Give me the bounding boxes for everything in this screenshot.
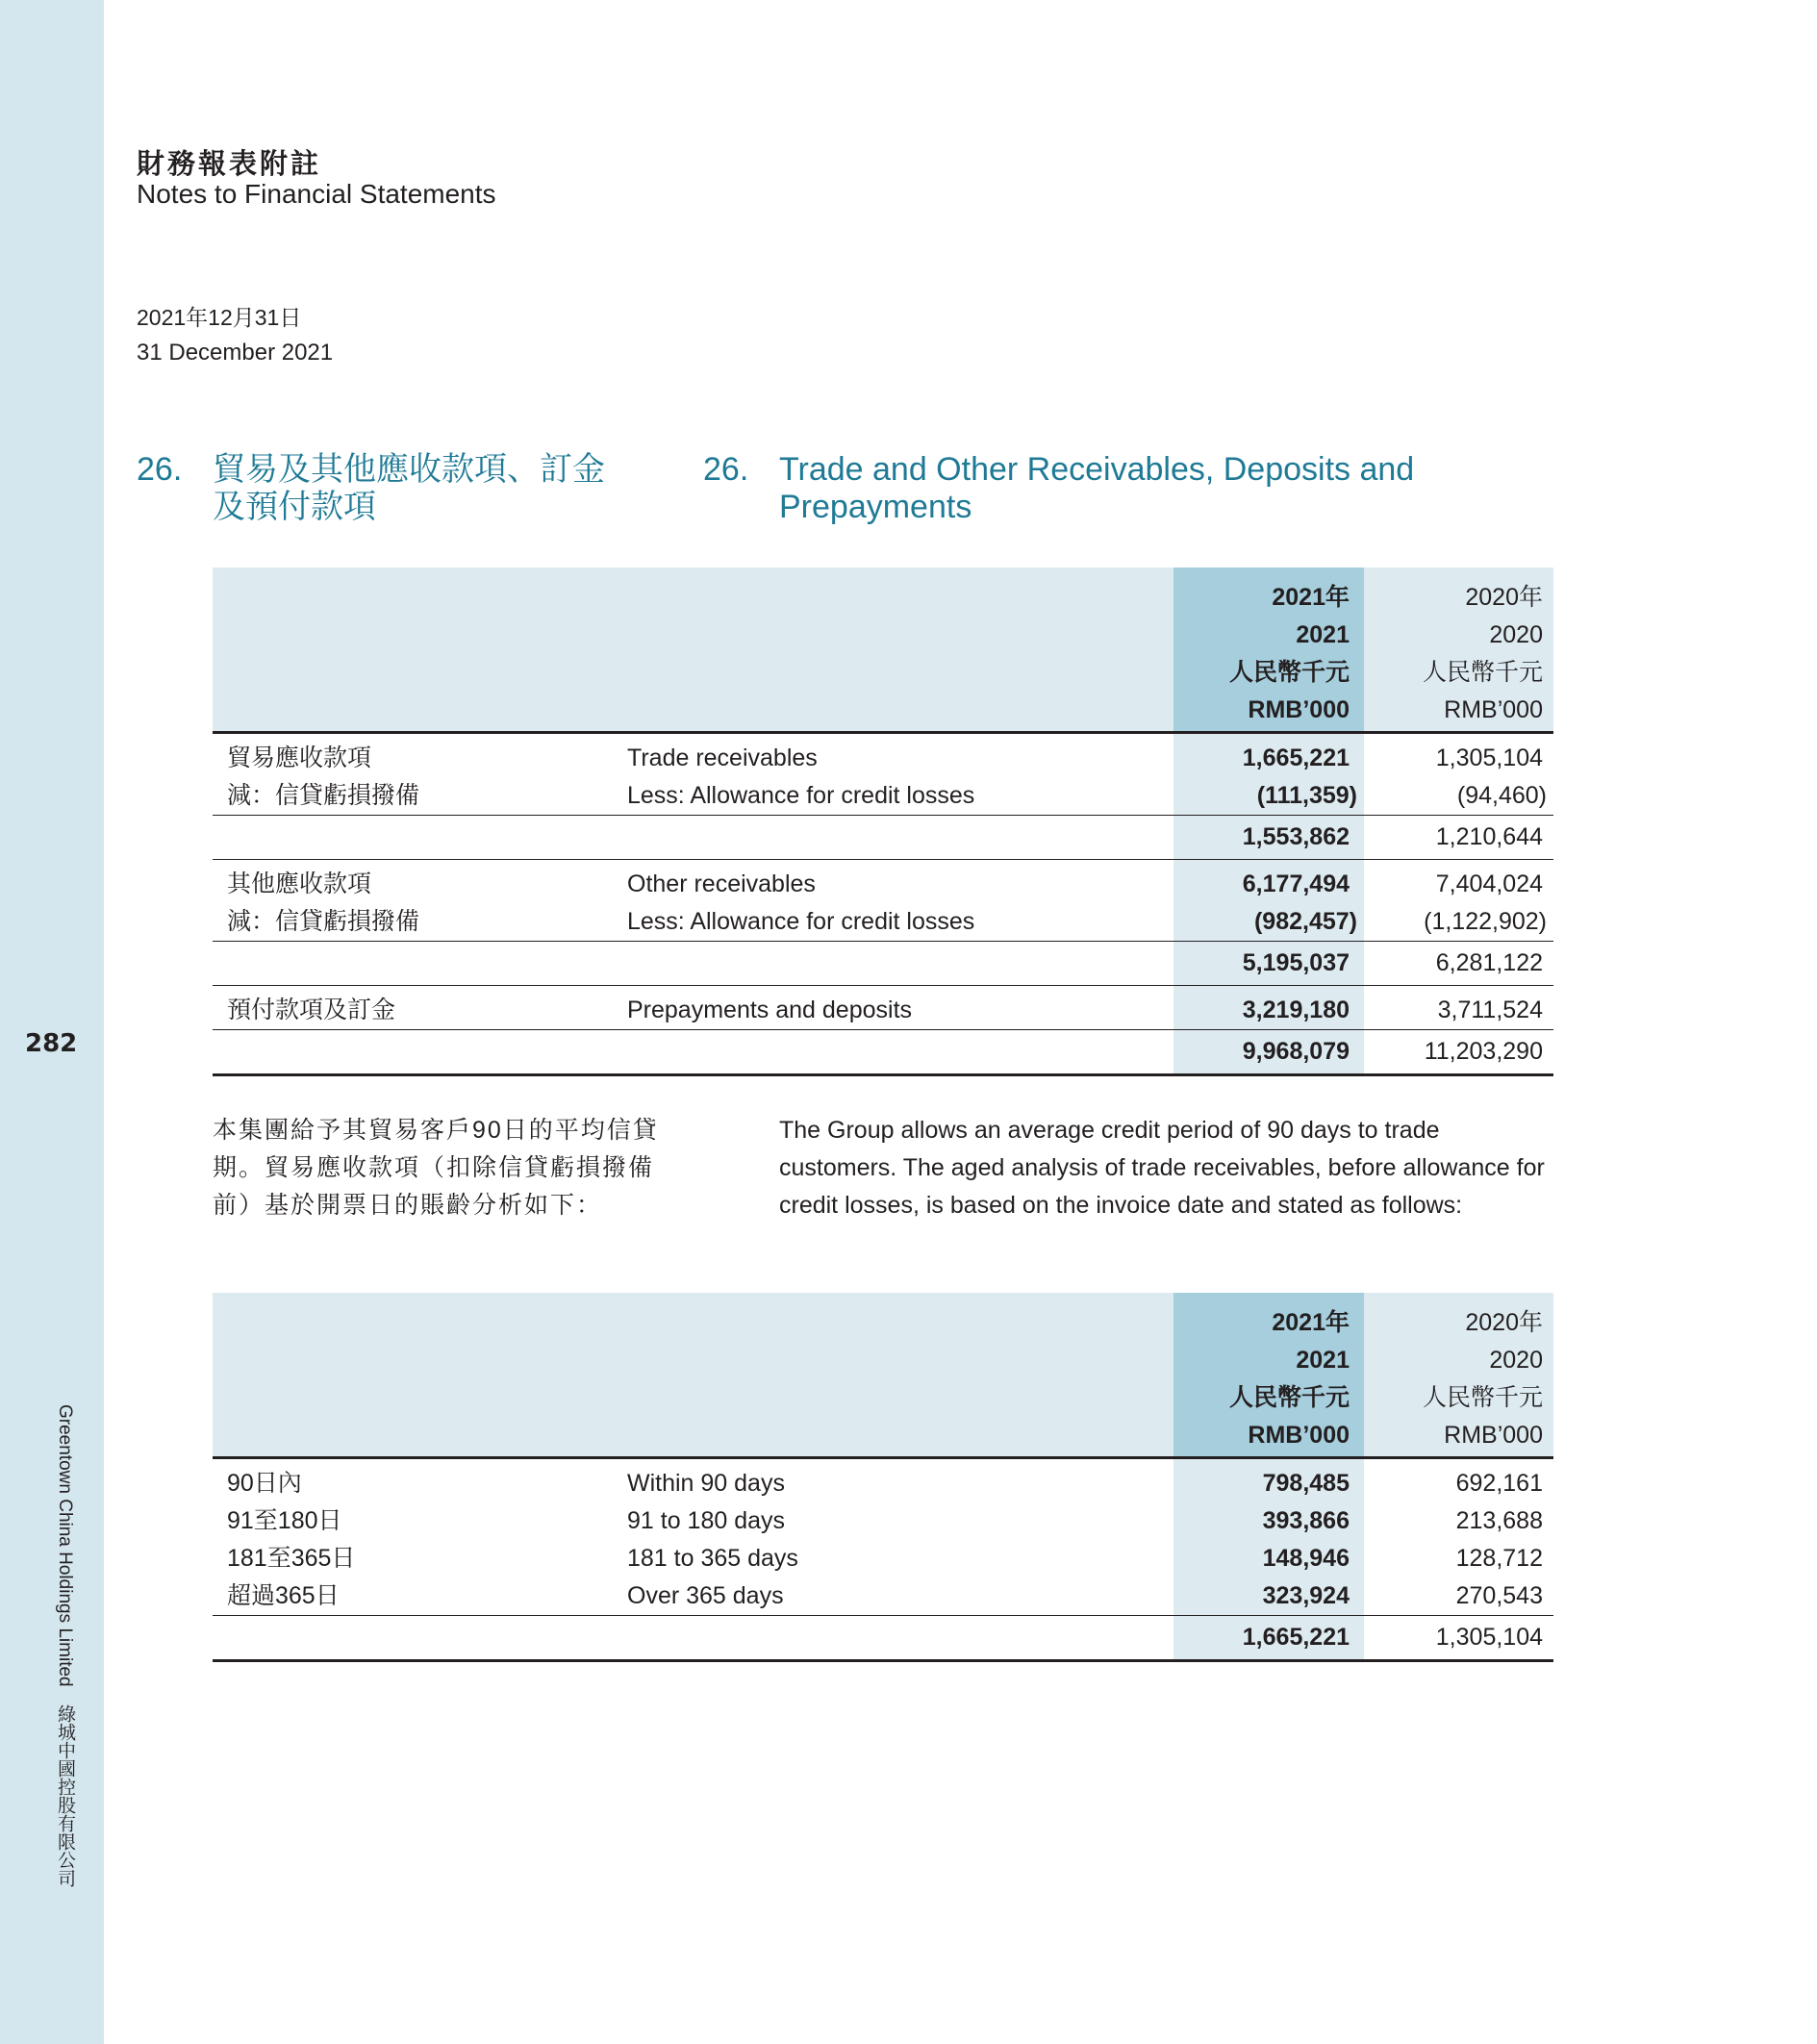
subtotal-row: 1,553,862 1,210,644 [213,816,1553,860]
section-title-en: Trade and Other Receivables, Deposits and Prepayments [779,451,1415,525]
company-name-cn: 綠城中國控股有限公司 [55,1703,75,1887]
total-row: 1,665,221 1,305,104 [213,1616,1553,1661]
section-title-cn: 貿易及其他應收款項、訂金及預付款項 [213,451,605,525]
table-row: 超過365日 Over 365 days 323,924 270,543 [213,1577,1553,1616]
table-row: 其他應收款項 Other receivables 6,177,494 7,404,024 [213,860,1553,904]
header-title-cn: 財務報表附註 [137,147,322,180]
header-2020: 2020年 2020 人民幣千元 RMB’000 [1422,1309,1543,1449]
subtotal-row: 5,195,037 6,281,122 [213,942,1553,986]
company-name-vertical [52,1404,78,1887]
table-row: 減：信貸虧損撥備 Less: Allowance for credit losses (111,359) (94,460) [213,777,1553,816]
header-2021: 2021年 2021 人民幣千元 RMB’000 [1173,1293,1364,1458]
section-number-en: 26. [703,451,749,488]
page-number: 282 [25,1029,78,1058]
header-title-en: Notes to Financial Statements [137,179,496,209]
paragraph-cn: 本集團給予其貿易客戶90日的平均信貸期。貿易應收款項（扣除信貸虧損撥備前）基於開票日的賬齡分析如下： [213,1117,659,1219]
table-row: 貿易應收款項 Trade receivables 1,665,221 1,305,104 [213,733,1553,778]
date-cn: 2021年12月31日 [137,305,302,330]
date-en: 31 December 2021 [137,340,334,366]
table-row: 減：信貸虧損撥備 Less: Allowance for credit losses (982,457) (1,122,902) [213,903,1553,942]
section-number-cn: 26. [137,451,183,488]
table-row: 91至180日 91 to 180 days 393,866 213,688 [213,1502,1553,1540]
header-2020: 2020年 2020 人民幣千元 RMB’000 [1422,584,1543,723]
table-row: 181至365日 181 to 365 days 148,946 128,712 [213,1540,1553,1577]
table-row: 90日內 Within 90 days 798,485 692,161 [213,1458,1553,1503]
aging-analysis-table [213,1293,1553,1662]
paragraph-en: The Group allows an average credit period of 90 days to trade customers. The aged analysis of trade receivables, before allowance for credit losses, is based on the invoice date and stated as follows: [779,1117,1545,1219]
total-row: 9,968,079 11,203,290 [213,1030,1553,1075]
table-header-row [213,1293,1553,1458]
table-header-row [213,568,1553,733]
header-2021: 2021年 2021 人民幣千元 RMB’000 [1173,568,1364,733]
table-row: 預付款項及訂金 Prepayments and deposits 3,219,180 3,711,524 [213,986,1553,1030]
company-name-en: Greentown China Holdings Limited [55,1404,75,1687]
receivables-table [213,568,1553,1076]
